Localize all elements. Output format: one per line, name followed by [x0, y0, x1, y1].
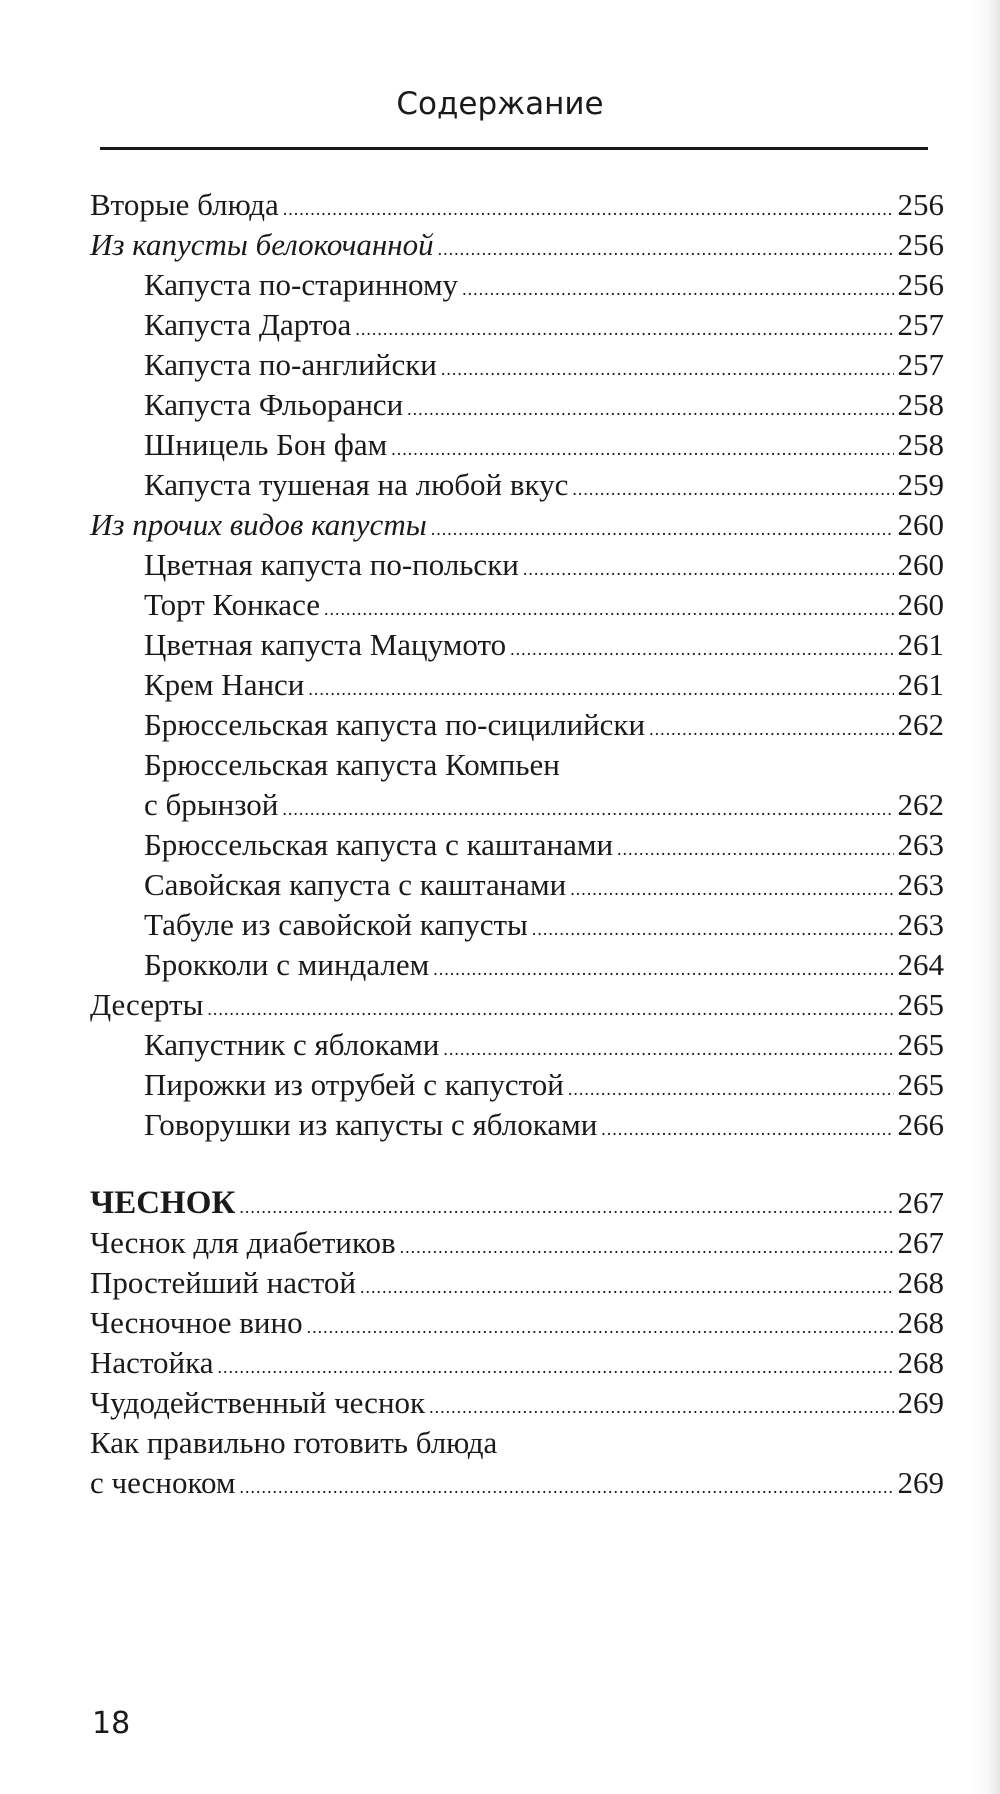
dot-leader: [510, 629, 893, 669]
dot-leader: [283, 189, 894, 229]
toc-entry-title: Брокколи с миндалем: [144, 947, 430, 982]
toc-entry-title: Брюссельская капуста по-сицилийски: [144, 707, 646, 742]
toc-entry-page: 268: [897, 1265, 944, 1300]
dot-leader: [400, 1227, 894, 1267]
dot-leader: [441, 349, 894, 389]
dot-leader: [429, 1387, 893, 1427]
dot-leader: [438, 229, 894, 269]
toc-entry-page: 260: [897, 547, 944, 582]
toc-entry-title: Капуста по-английски: [144, 347, 437, 382]
toc-entry: [90, 1223, 944, 1267]
toc-entry-page: 256: [897, 187, 944, 222]
toc-entry-page: 265: [897, 1067, 944, 1102]
toc-entry: [144, 665, 944, 709]
toc-entry: [144, 705, 944, 749]
toc-entry: [90, 1383, 944, 1427]
toc-entry-title: Говорушки из капусты с яблоками: [144, 1107, 598, 1142]
toc-entry-title: Крем Нанси: [144, 667, 305, 702]
dot-leader: [523, 549, 894, 589]
toc-entry-page: 256: [897, 227, 944, 262]
toc-entry-title: Шницель Бон фам: [144, 427, 388, 462]
toc-entry: [144, 585, 944, 629]
toc-entry-title: с чесноком: [90, 1465, 236, 1500]
toc-entry-page: 263: [897, 867, 944, 902]
toc-entry: [90, 1183, 944, 1227]
toc-entry-title: Настойка: [90, 1345, 214, 1380]
toc-entry-page: 257: [897, 307, 944, 342]
toc-entry: [90, 505, 944, 549]
toc-entry-page: 263: [897, 827, 944, 862]
dot-leader: [568, 1069, 894, 1109]
toc-entry: [144, 825, 944, 869]
toc-entry-page: 261: [897, 667, 944, 702]
toc-entry-page: 262: [897, 787, 944, 822]
toc-entry-page: 267: [897, 1225, 944, 1260]
toc-entry-title: Чеснок для диабетиков: [90, 1225, 396, 1260]
toc-entry: [144, 425, 944, 469]
toc-entry-page: 263: [897, 907, 944, 942]
toc-entry: [144, 385, 944, 429]
toc-entry-title: Брюссельская капуста с каштанами: [144, 827, 614, 862]
toc-entry-page: 260: [897, 507, 944, 542]
toc-entry: [144, 545, 944, 589]
dot-leader: [649, 709, 893, 749]
dot-leader: [391, 429, 893, 469]
dot-leader: [601, 1109, 893, 1149]
toc-entry-title: Из прочих видов капусты: [90, 507, 427, 542]
toc-entry: [144, 1025, 944, 1069]
toc-entry-title: Простейший настой: [90, 1265, 356, 1300]
toc-entry: [144, 745, 944, 785]
toc-entry: [144, 265, 944, 309]
toc-entry-title: ЧЕСНОК: [90, 1185, 236, 1221]
dot-leader: [207, 989, 893, 1029]
toc-entry-page: 257: [897, 347, 944, 382]
dot-leader: [572, 469, 893, 509]
toc-entry-title: Капустник с яблоками: [144, 1027, 440, 1062]
dot-leader: [532, 909, 894, 949]
toc-entry-title: Из капусты белокочанной: [90, 227, 434, 262]
toc-entry-page: 259: [897, 467, 944, 502]
toc-entry-title: Чудодейственный чеснок: [90, 1385, 426, 1420]
toc-entry-title: Десерты: [90, 987, 204, 1022]
header-rule: [100, 147, 928, 150]
toc-entry: [144, 1065, 944, 1109]
toc-entry-title: с брынзой: [144, 787, 279, 822]
toc-entry-page: 261: [897, 627, 944, 662]
toc-entry-page: 258: [897, 387, 944, 422]
toc-entry-page: 269: [897, 1385, 944, 1420]
toc-entry-page: 256: [897, 267, 944, 302]
dot-leader: [239, 1187, 893, 1227]
dot-leader: [433, 949, 893, 989]
toc-entry-title: Капуста Фльоранси: [144, 387, 404, 422]
toc-entry-title: Как правильно готовить блюда: [90, 1425, 498, 1460]
toc-entry-page: 269: [897, 1465, 944, 1500]
dot-leader: [407, 389, 893, 429]
toc-entry: [144, 1105, 944, 1149]
toc-entry: [90, 1263, 944, 1307]
toc-entry: [90, 1463, 944, 1507]
toc-entry: [144, 785, 944, 829]
toc-entry-page: 266: [897, 1107, 944, 1142]
toc-entry-page: 264: [897, 947, 944, 982]
toc-entry: [90, 985, 944, 1029]
toc-entry-page: 268: [897, 1345, 944, 1380]
page-number: 18: [92, 1706, 131, 1741]
dot-leader: [431, 509, 894, 549]
toc-entry-title: Вторые блюда: [90, 187, 279, 222]
toc-entry: [144, 905, 944, 949]
toc-entry-title: Чесночное вино: [90, 1305, 303, 1340]
toc-entry-title: Капуста тушеная на любой вкус: [144, 467, 569, 502]
toc-entry: [144, 345, 944, 389]
toc-entry-page: 262: [897, 707, 944, 742]
dot-leader: [462, 269, 893, 309]
dot-leader: [355, 309, 893, 349]
toc-entry-title: Капуста Дартоа: [144, 307, 352, 342]
toc-entry-title: Пирожки из отрубей с капустой: [144, 1067, 564, 1102]
toc-entry: [90, 1423, 944, 1463]
page-edge-shadow: [970, 0, 1000, 1794]
toc-entry-page: 258: [897, 427, 944, 462]
toc-entry-title: Торт Конкасе: [144, 587, 320, 622]
toc-entry-page: 260: [897, 587, 944, 622]
dot-leader: [282, 789, 893, 829]
toc-entry-title: Цветная капуста по-польски: [144, 547, 519, 582]
page-title: Содержание: [396, 86, 604, 122]
toc-entry: [90, 185, 944, 229]
toc-entry: [144, 945, 944, 989]
toc-entry-title: Табуле из савойской капусты: [144, 907, 528, 942]
toc-entry-page: 265: [897, 1027, 944, 1062]
dot-leader: [617, 829, 893, 869]
toc-entry-title: Савойская капуста с каштанами: [144, 867, 567, 902]
toc-entry-title: Цветная капуста Мацумото: [144, 627, 507, 662]
toc-entry: [90, 1343, 944, 1387]
dot-leader: [443, 1029, 893, 1069]
toc-entry-title: Капуста по-старинному: [144, 267, 459, 302]
toc-entry-page: 265: [897, 987, 944, 1022]
toc-entry: [144, 465, 944, 509]
dot-leader: [307, 1307, 894, 1347]
toc-entry-page: 268: [897, 1305, 944, 1340]
toc-entry: [144, 865, 944, 909]
dot-leader: [240, 1467, 894, 1507]
dot-leader: [218, 1347, 894, 1387]
toc-entry: [144, 625, 944, 669]
dot-leader: [570, 869, 893, 909]
dot-leader: [360, 1267, 894, 1307]
toc-entry: [90, 225, 944, 269]
toc-entry-page: 267: [897, 1185, 944, 1220]
toc-entry: [144, 305, 944, 349]
dot-leader: [308, 669, 893, 709]
toc-entry-title: Брюссельская капуста Компьен: [144, 747, 560, 782]
toc-entry: [90, 1303, 944, 1347]
dot-leader: [324, 589, 894, 629]
